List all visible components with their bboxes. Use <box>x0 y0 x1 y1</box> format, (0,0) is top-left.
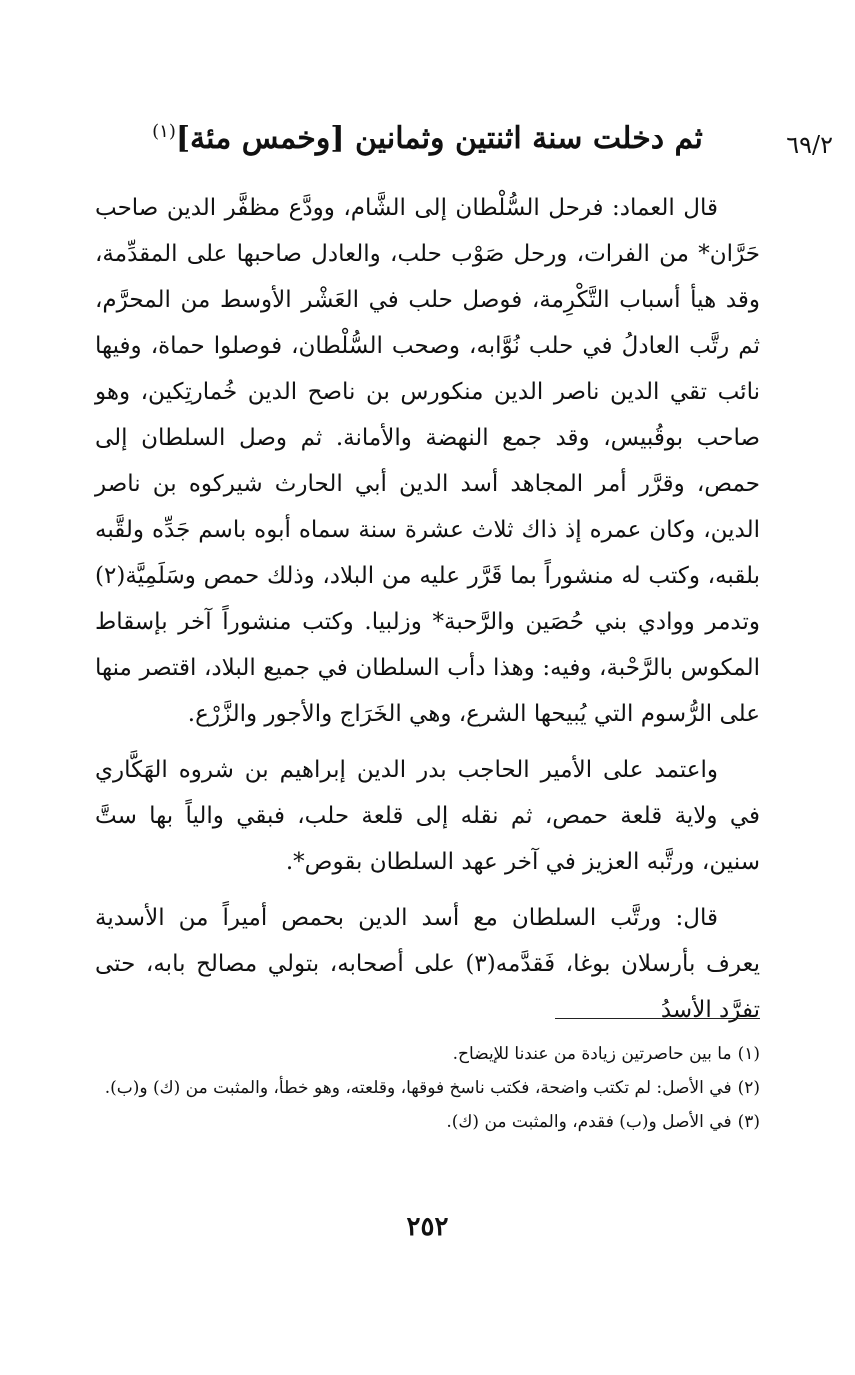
footnote-text: في الأصل: لم تكتب واضحة، فكتب ناسخ فوقها، وقلعته، وهو خطأ، والمثبت من (ك) و(ب). <box>104 1078 732 1098</box>
footnotes <box>95 1040 760 1142</box>
marginal-reference: ٦٩/٢ <box>786 131 833 159</box>
footnote <box>95 1040 760 1068</box>
footnote-divider <box>555 1018 760 1019</box>
paragraph: قال العماد: فرحل السُّلْطان إلى الشَّام، وودَّع مظفَّر الدين صاحب حَرَّان* من الفرات، ورحل صَوْب حلب، والعادل صاحبها على المقدِّمة، وقد هيأ أسباب التَّكْرِمة، فوصل حلب في العَشْر الأوسط من المحرَّم، ثم رتَّب العادلُ في حلب نُوَّابه، وصحب السُّلْطان، فوصلوا حماة، وفيها نائب تقي الدين ناصر الدين منكورس بن ناصح الدين خُمارتِكين، وهو صاحب بوقُبيس، وقد جمع النهضة والأمانة. ثم وصل السلطان إلى حمص، وقرَّر أمر المجاهد أسد الدين أبي الحارث شيركوه بن ناصر الدين، وكان عمره إذ ذاك ثلاث عشرة سنة سماه أبوه باسم جَدِّه ولقَّبه بلقبه، وكتب له منشوراً بما قَرَّر عليه من البلاد، وذلك حمص وسَلَمِيَّة(٢) وتدمر ووادي بني حُصَين والرَّحبة* وزلبيا. وكتب منشوراً آخر بإسقاط المكوس بالرَّحْبة، وفيه: وهذا دأب السلطان في جميع البلاد، اقتصر منها على الرُّسوم التي يُبيحها الشرع، وهي الخَرَاج والأجور والزَّرْع. <box>95 195 760 727</box>
footnote-number: (٢) <box>737 1078 760 1098</box>
heading-text: ثم دخلت سنة اثنتين وثمانين [وخمس مئة] <box>175 121 703 156</box>
footnote-number: (٣) <box>737 1112 760 1132</box>
paragraph: قال: ورتَّب السلطان مع أسد الدين بحمص أميراً من الأسدية يعرف بأرسلان بوغا، فَقدَّمه(٣) على أصحابه، بتولي مصالح بابه، حتى تفرَّد الأسدُ <box>95 905 761 1023</box>
footnote-text: في الأصل و(ب) فقدم، والمثبت من (ك). <box>446 1112 732 1132</box>
page-number: ٢٥٢ <box>406 1212 449 1242</box>
body-text <box>95 185 760 1043</box>
footnote-number: (١) <box>737 1044 760 1064</box>
heading-note-mark: (١) <box>152 121 176 142</box>
section-heading <box>150 110 705 161</box>
footnote <box>95 1108 760 1136</box>
footnote-text: ما بين حاصرتين زيادة من عندنا للإيضاح. <box>452 1044 732 1064</box>
footnote <box>95 1074 760 1102</box>
paragraph: واعتمد على الأمير الحاجب بدر الدين إبراهيم بن شروه الهَكَّاري في ولاية قلعة حمص، ثم نقله إلى قلعة حلب، فبقي والياً بها ستَّ سنين، ورتَّبه العزيز في آخر عهد السلطان بقوص*. <box>95 757 760 875</box>
